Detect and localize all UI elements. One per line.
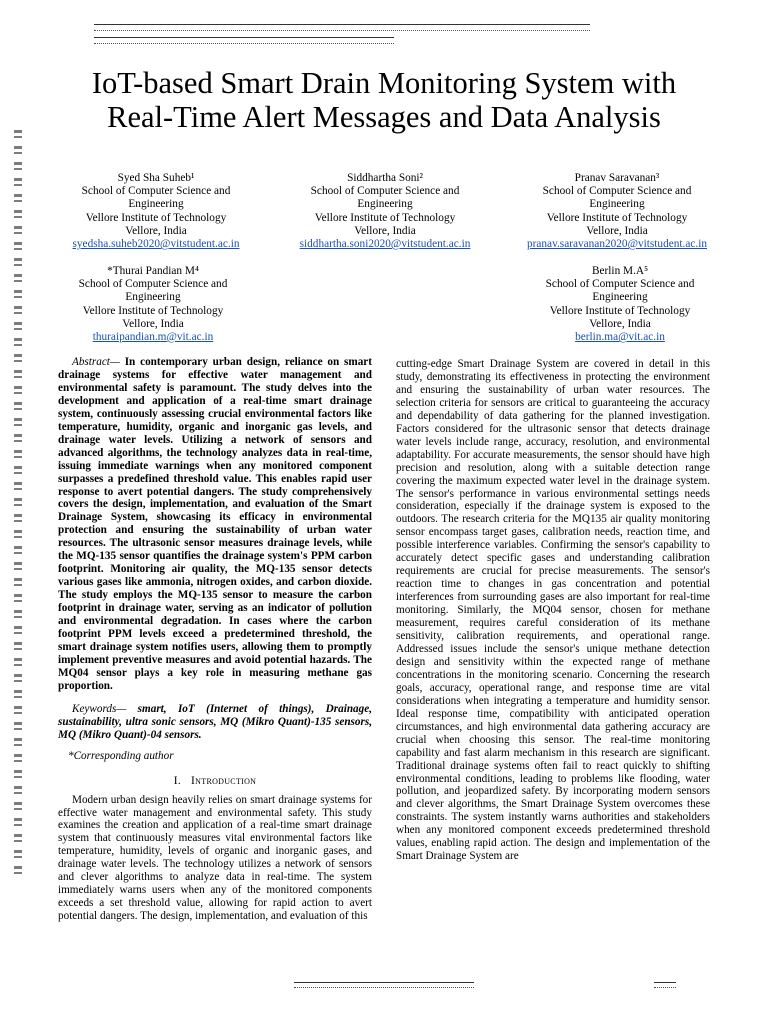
author-institution: Vellore Institute of Technology (546, 211, 688, 224)
author-location: Vellore, India (354, 224, 416, 237)
author-block-1 (56, 172, 256, 251)
paper-title (40, 66, 728, 134)
author-affiliation-2: Engineering (357, 198, 413, 211)
section-heading-introduction (58, 775, 372, 788)
author-institution: Vellore Institute of Technology (82, 304, 224, 317)
author-institution: Vellore Institute of Technology (85, 211, 227, 224)
author-email-link[interactable]: siddhartha.soni2020@vitstudent.ac.in (299, 238, 471, 251)
author-name: *Thurai Pandian M⁴ (107, 265, 199, 277)
author-block-5 (520, 265, 720, 344)
author-block-4 (53, 265, 253, 344)
author-location: Vellore, India (122, 317, 184, 330)
author-affiliation: School of Computer Science and (542, 185, 692, 198)
author-affiliation-2: Engineering (125, 291, 181, 304)
keywords-lead: Keywords— (72, 702, 127, 715)
side-margin-strip (14, 130, 22, 880)
section-title: Introduction (191, 774, 257, 787)
paper-title-line-1: IoT-based Smart Drain Monitoring System with (91, 66, 677, 100)
section-numeral: I. (173, 774, 182, 787)
author-affiliation-2: Engineering (128, 198, 184, 211)
author-affiliation: School of Computer Science and (545, 278, 695, 291)
author-email-link[interactable]: berlin.ma@vit.ac.in (575, 331, 665, 344)
author-name: Pranav Saravanan³ (574, 172, 660, 184)
author-institution: Vellore Institute of Technology (314, 211, 456, 224)
author-location: Vellore, India (589, 317, 651, 330)
paper-title-line-2: Real-Time Alert Messages and Data Analysis (107, 100, 661, 134)
header-garbled-line-1 (94, 24, 590, 31)
right-column (396, 358, 710, 863)
author-name: Syed Sha Suheb¹ (117, 172, 195, 184)
abstract-lead: Abstract— (72, 356, 120, 368)
author-name: Berlin M.A⁵ (591, 265, 649, 277)
footer-garbled-line-2 (654, 982, 676, 988)
corresponding-author-note: *Corresponding author (68, 749, 174, 762)
author-email-link[interactable]: pranav.saravanan2020@vitstudent.ac.in (526, 238, 707, 251)
author-block-2 (285, 172, 485, 251)
author-name: Siddhartha Soni² (347, 172, 423, 184)
author-affiliation: School of Computer Science and (78, 278, 228, 291)
author-block-3 (517, 172, 717, 251)
header-garbled-line-2 (94, 37, 394, 44)
introduction-paragraph-right: cutting-edge Smart Drainage System are covered in detail in this study, demonstrating its effectiveness in protecting the environment and ensuring the sustainability of urban water resources. The selection criteria for sensors are critical to guaranteeing the accuracy and dependability of data gathering for the planned investigation. Factors considered for the ultrasonic sensor that detects drainage water levels include range, accuracy, resolution, and environmental adaptability. For accurate measurements, the sensor should have high precision and resolution, along with a suitable detection range covering the maximum expected water level in the drainage system. The sensor's performance in various environmental settings needs consideration, especially if the drainage system is exposed to the outdoors. The research criteria for the MQ135 air quality monitoring sensor encompass target gases, calibration needs, reaction time, and possible interference variables. Confirming the sensor's capability to accurately detect specific gases and understanding calibration requirements are crucial for precise measurements. The sensor's reaction time to changes in gas concentration and potential interferences from surrounding gases are also important for real-time monitoring. Similarly, the MQ04 sensor, chosen for methane measurement, requires careful consideration of its methane sensitivity, calibration requirements, and operational range. Addressed issues include the sensor's unique methane detection design and sensitivity within the expected range of methane concentrations in the monitoring scenario. Concerning the research goals, accuracy, operational range, and response time are vital considerations when integrating a temperature and humidity sensor. Ideal response time, compatibility with anticipated operation circumstances, and high environmental data gathering accuracy are crucial when choosing this sensor. The real-time monitoring capability and fast alarm mechanism in this research are significant. Traditional drainage systems often fail to react quickly to shifting environmental conditions, leading to problems like flooding, water pollution, and jeopardized safety. By incorporating modern sensors and clever algorithms, the Smart Drainage System overcomes these constraints. The system instantly warns authorities and stakeholders when any monitored component exceeds predetermined threshold values, enabling rapid action. The design and implementation of the Smart Drainage System are (396, 358, 710, 863)
introduction-paragraph-left: Modern urban design heavily relies on smart drainage systems for effective water management and environmental safety. This study examines the creation and application of a real-time smart drainage system that continuously measures vital environmental factors like temperature, humidity, levels of organic and inorganic gases, and drainage water levels. The technology utilizes a network of sensors and clever algorithms to analyze data in real-time. The system immediately warns users when any of the monitored components exceeds a set threshold value, allowing for rapid action to avert potential dangers. The design, implementation, and evaluation of this (58, 793, 372, 923)
abstract (58, 356, 372, 693)
author-affiliation-2: Engineering (589, 198, 645, 211)
author-affiliation: School of Computer Science and (310, 185, 460, 198)
abstract-body: In contemporary urban design, reliance on smart drainage systems for effective water management and environmental safety is paramount. The study delves into the development and application of a real-time smart drainage system, continuously assessing crucial environmental factors like temperature, humidity, organic and inorganic gas levels, and drainage water levels. Utilizing a network of sensors and advanced algorithms, the technology analyzes data in real-time, issuing immediate warnings when any monitored component surpasses a predefined threshold value. This enables rapid user response to avert potential dangers. The study comprehensively covers the design, implementation, and evaluation of the Smart Drainage System, showcasing its efficacy in environmental protection and ensuring the sustainability of urban water resources. The ultrasonic sensor measures drainage levels, while the MQ-135 sensor quantifies the drainage system's PPM carbon footprint. Monitoring air quality, the MQ-135 sensor detects various gases like ammonia, nitrogen oxides, and carbon dioxide. The study employs the MQ-135 sensor to measure the carbon footprint in drainage water, serving as an indicator of pollution and environmental degradation. In cases where the carbon footprint PPM levels exceed a predetermined threshold, the smart drainage system notifies users, allowing them to promptly implement preventive measures and avoid potential hazards. The MQ04 sensor plays a key role in measuring methane gas proportion. (58, 356, 372, 692)
author-email-link[interactable]: thuraipandian.m@vit.ac.in (92, 331, 214, 344)
author-location: Vellore, India (586, 224, 648, 237)
author-location: Vellore, India (125, 224, 187, 237)
author-affiliation-2: Engineering (592, 291, 648, 304)
author-email-link[interactable]: syedsha.suheb2020@vitstudent.ac.in (72, 238, 240, 251)
author-affiliation: School of Computer Science and (81, 185, 231, 198)
keywords-body: smart, IoT (Internet of things), Drainage, sustainability, ultra sonic sensors, MQ (Mikro Quant)-135 sensors, MQ (Mikro Quant)-04 sensors. (58, 702, 372, 741)
left-column (58, 356, 372, 923)
footer-garbled-line-1 (294, 982, 474, 988)
author-institution: Vellore Institute of Technology (549, 304, 691, 317)
keywords (58, 703, 372, 742)
